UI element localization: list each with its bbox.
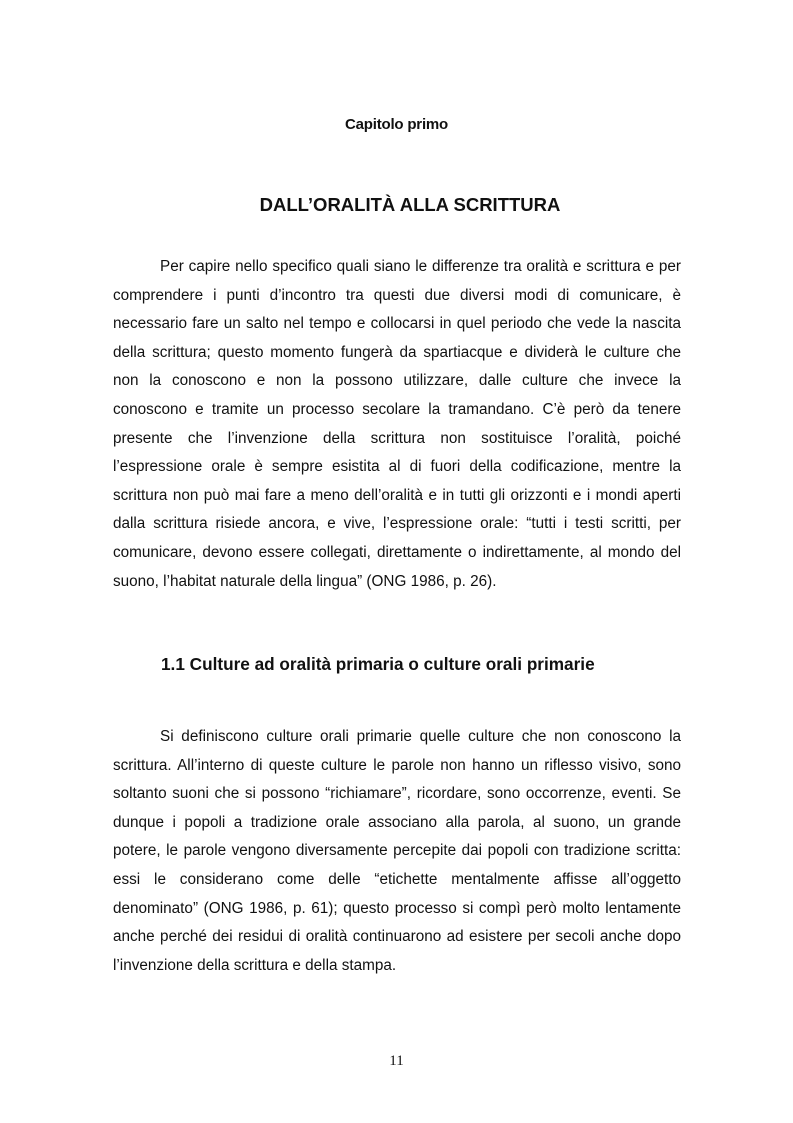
chapter-title: DALL’ORALITÀ ALLA SCRITTURA [259,194,561,215]
body-paragraph: Per capire nello specifico quali siano le differenze tra oralità e scrittura e per comprendere i punti d’incontro tra questi due diversi modi di comunicare, è necessario fare un salto nel tempo e collocarsi in quel periodo che vede la nascita della scrittura; questo momento fungerà da spartiacque e dividerà le culture che non la conoscono e non la possono utilizzare, dalle culture che invece la conoscono e tramite un processo secolare la tramandano. C’è però da tenere presente che l’invenzione della scrittura non sostituisce l’oralità, poiché l’espressione orale è sempre esistita al di fuori della codificazione, mentre la scrittura non può mai fare a meno dell’oralità e in tutti gli orizzonti e i mondi aperti dalla scrittura risiede ancora, e vive, l’espressione orale: “tutti i testi scritti, per comunicare, devono essere collegati, direttamente o indirettamente, al mondo del suono, l’habitat naturale della lingua” (ONG 1986, p. 26). [113,258,681,590]
chapter-label: Capitolo primo [344,116,449,133]
section-heading: 1.1 Culture ad oralità primaria o culture orali primarie [161,654,595,674]
body-paragraph: Si definiscono culture orali primarie quelle culture che non conoscono la scrittura. All’interno di queste culture le parole non hanno un riflesso visivo, sono soltanto suoni che si possono “richiamare”, ricordare, sono occorrenze, eventi. Se dunque i popoli a tradizione orale associano alla parola, al suono, un grande potere, le parole vengono diversamente percepite dai popoli con tradizione scritta: essi le considerano come delle “etichette mentalmente affisse all’oggetto denominato” (ONG 1986, p. 61); questo processo si compì però molto lentamente anche perché dei residui di oralità continuarono ad esistere per secoli anche dopo l’invenzione della scrittura e della stampa. [113,728,681,974]
page-number: 11 [389,1053,404,1069]
